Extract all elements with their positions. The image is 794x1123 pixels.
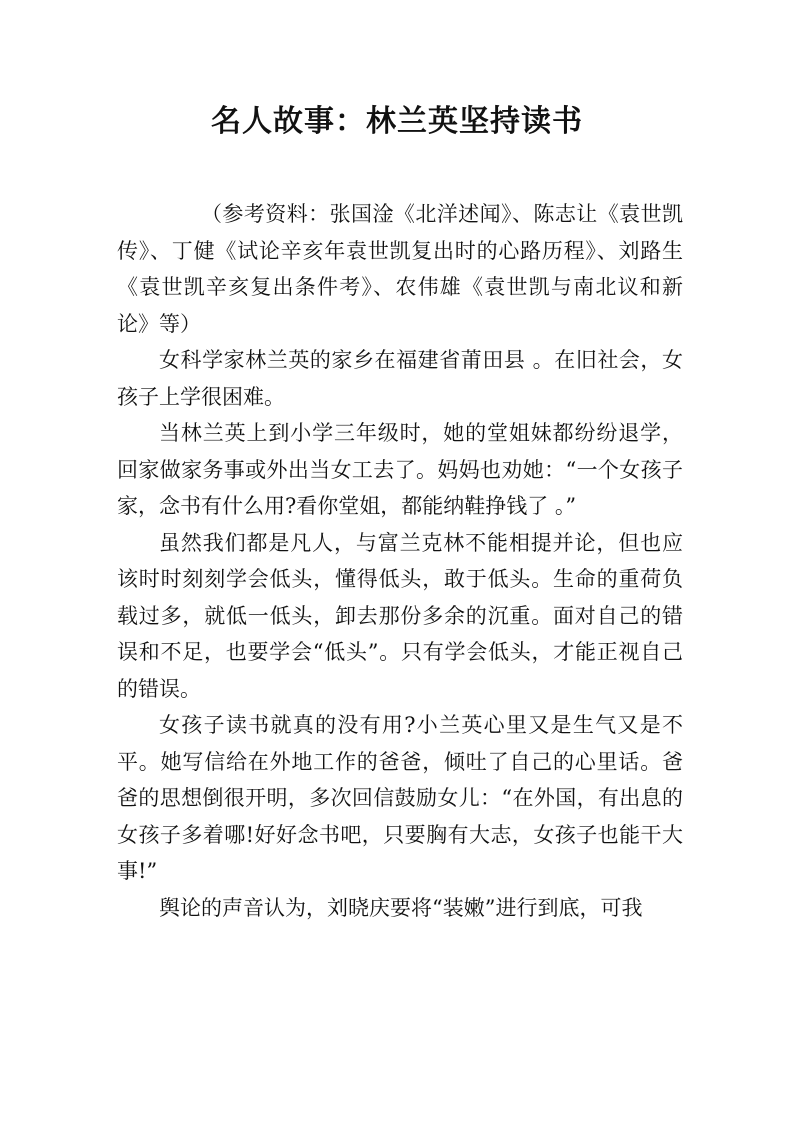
paragraph: 舆论的声音认为，刘晓庆要将“装嫩”进行到底，可我: [159, 895, 643, 920]
paragraph: 女孩子读书就真的没有用?小兰英心里又是生气又是不平。她写信给在外地工作的爸爸，倾吐了自己的心里话。爸爸的思想倒很开明，多次回信鼓励女儿：“在外国，有出息的女孩子多着哪!好好念书吧，只要胸有大志，女孩子也能干大事!”: [117, 713, 683, 883]
page-title: 名人故事：林兰英坚持读书: [211, 104, 583, 139]
paragraph: 虽然我们都是凡人，与富兰克林不能相提并论，但也应该时时刻刻学会低头，懂得低头，敢于低头。生命的重荷负载过多，就低一低头，卸去那份多余的沉重。面对自己的错误和不足，也要学会“低头”。只有学会低头，才能正视自己的错误。: [117, 530, 683, 701]
paragraph: 女科学家林兰英的家乡在福建省莆田县 。在旧社会，女孩子上学很困难。: [117, 348, 683, 409]
reference-paragraph: （参考资料：张国淦《北洋述闻》、陈志让《袁世凯传》、丁健《试论辛亥年袁世凯复出时的心路历程》、刘路生《袁世凯辛亥复出条件考》、农伟雄《袁世凯与南北议和新论》等）: [117, 202, 683, 336]
document-body: [117, 196, 683, 926]
paragraph: 当林兰英上到小学三年级时，她的堂姐妹都纷纷退学，回家做家务事或外出当女工去了。妈妈也劝她：“一个女孩子家，念书有什么用?看你堂姐，都能纳鞋挣钱了 。”: [117, 421, 683, 518]
